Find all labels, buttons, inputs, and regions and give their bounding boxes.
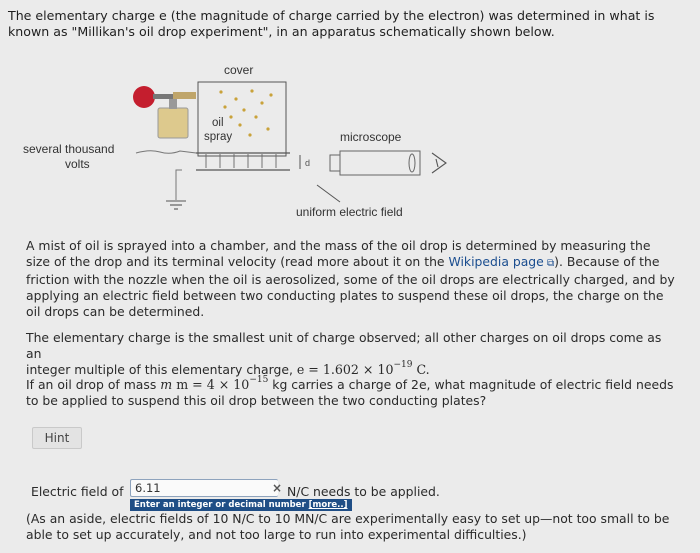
oil-drops bbox=[219, 89, 272, 136]
more-link[interactable]: [more..] bbox=[308, 500, 348, 510]
ground-wire bbox=[176, 170, 182, 200]
electric-field-input[interactable] bbox=[130, 479, 278, 497]
oil-label: oil bbox=[212, 117, 224, 129]
hint-button[interactable]: Hint bbox=[32, 427, 82, 449]
wikipedia-link[interactable]: Wikipedia page bbox=[448, 254, 544, 269]
para1-text-b: ). Because of the friction with the nozzle when the oil is aerosolized, some of the oil drops are electrically charged, and by applying an electric field between two conducting plates to suspend these oil drops, the charge on the oil drops can be determined. bbox=[26, 254, 675, 319]
para1-text-a: A mist of oil is sprayed into a chamber, and the mass of the oil drop is determined by measuring the size of the drop and its terminal velocity (read more about it on the bbox=[26, 238, 651, 269]
input-hint-text: Enter an integer or decimal number bbox=[134, 500, 306, 510]
distance-label: d bbox=[305, 158, 311, 168]
elementary-charge-paragraph bbox=[26, 330, 676, 378]
millikan-diagram bbox=[0, 55, 700, 230]
volts-label-1: several thousand bbox=[23, 142, 115, 156]
description-paragraph bbox=[26, 238, 676, 320]
question-suffix: kg carries a charge of 2e, what magnitude of electric field needs bbox=[272, 377, 674, 392]
microscope-icon bbox=[330, 151, 420, 175]
field-label: uniform electric field bbox=[296, 205, 403, 219]
field-pointer bbox=[317, 185, 340, 202]
aside-paragraph: (As an aside, electric fields of 10 N/C to 10 MN/C are experimentally easy to set up—not too small to be able to set up accurately, and not too large to run into experimental difficulties.) bbox=[26, 511, 670, 542]
spray-label: spray bbox=[204, 131, 233, 143]
para2-line1: The elementary charge is the smallest unit of charge observed; all other charges on oil drops come as an bbox=[26, 330, 662, 361]
charge-unit: C. bbox=[416, 362, 430, 377]
answer-label: Electric field of bbox=[31, 484, 124, 499]
question-line2: to be applied to suspend this oil drop between the two conducting plates? bbox=[26, 393, 487, 408]
answer-unit-text: N/C needs to be applied. bbox=[287, 484, 440, 499]
volts-label-2: volts bbox=[65, 157, 90, 171]
microscope-label: microscope bbox=[340, 130, 402, 144]
incorrect-icon: × bbox=[271, 481, 283, 495]
question-prefix: If an oil drop of mass bbox=[26, 377, 157, 392]
eye-icon bbox=[432, 153, 446, 173]
cover-label: cover bbox=[224, 63, 254, 77]
intro-text: The elementary charge e (the magnitude of charge carried by the electron) was determined in what is known as "Millikan's oil drop experiment", in an apparatus schematically shown below. bbox=[8, 8, 655, 39]
mass-equation: m $m = 4 \times 10^{-15}$ bbox=[160, 375, 269, 392]
input-format-hint bbox=[130, 499, 352, 511]
voltage-wire bbox=[136, 151, 196, 154]
atomizer bbox=[133, 86, 196, 138]
charge-equation: $e = 1.602 \times 10^{-19}$ bbox=[296, 360, 413, 377]
para2-line2: integer multiple of this elementary charge, bbox=[26, 362, 293, 377]
question-paragraph bbox=[26, 377, 676, 409]
external-link-icon[interactable]: ⧉ bbox=[543, 258, 555, 269]
ground-symbol bbox=[166, 201, 186, 209]
